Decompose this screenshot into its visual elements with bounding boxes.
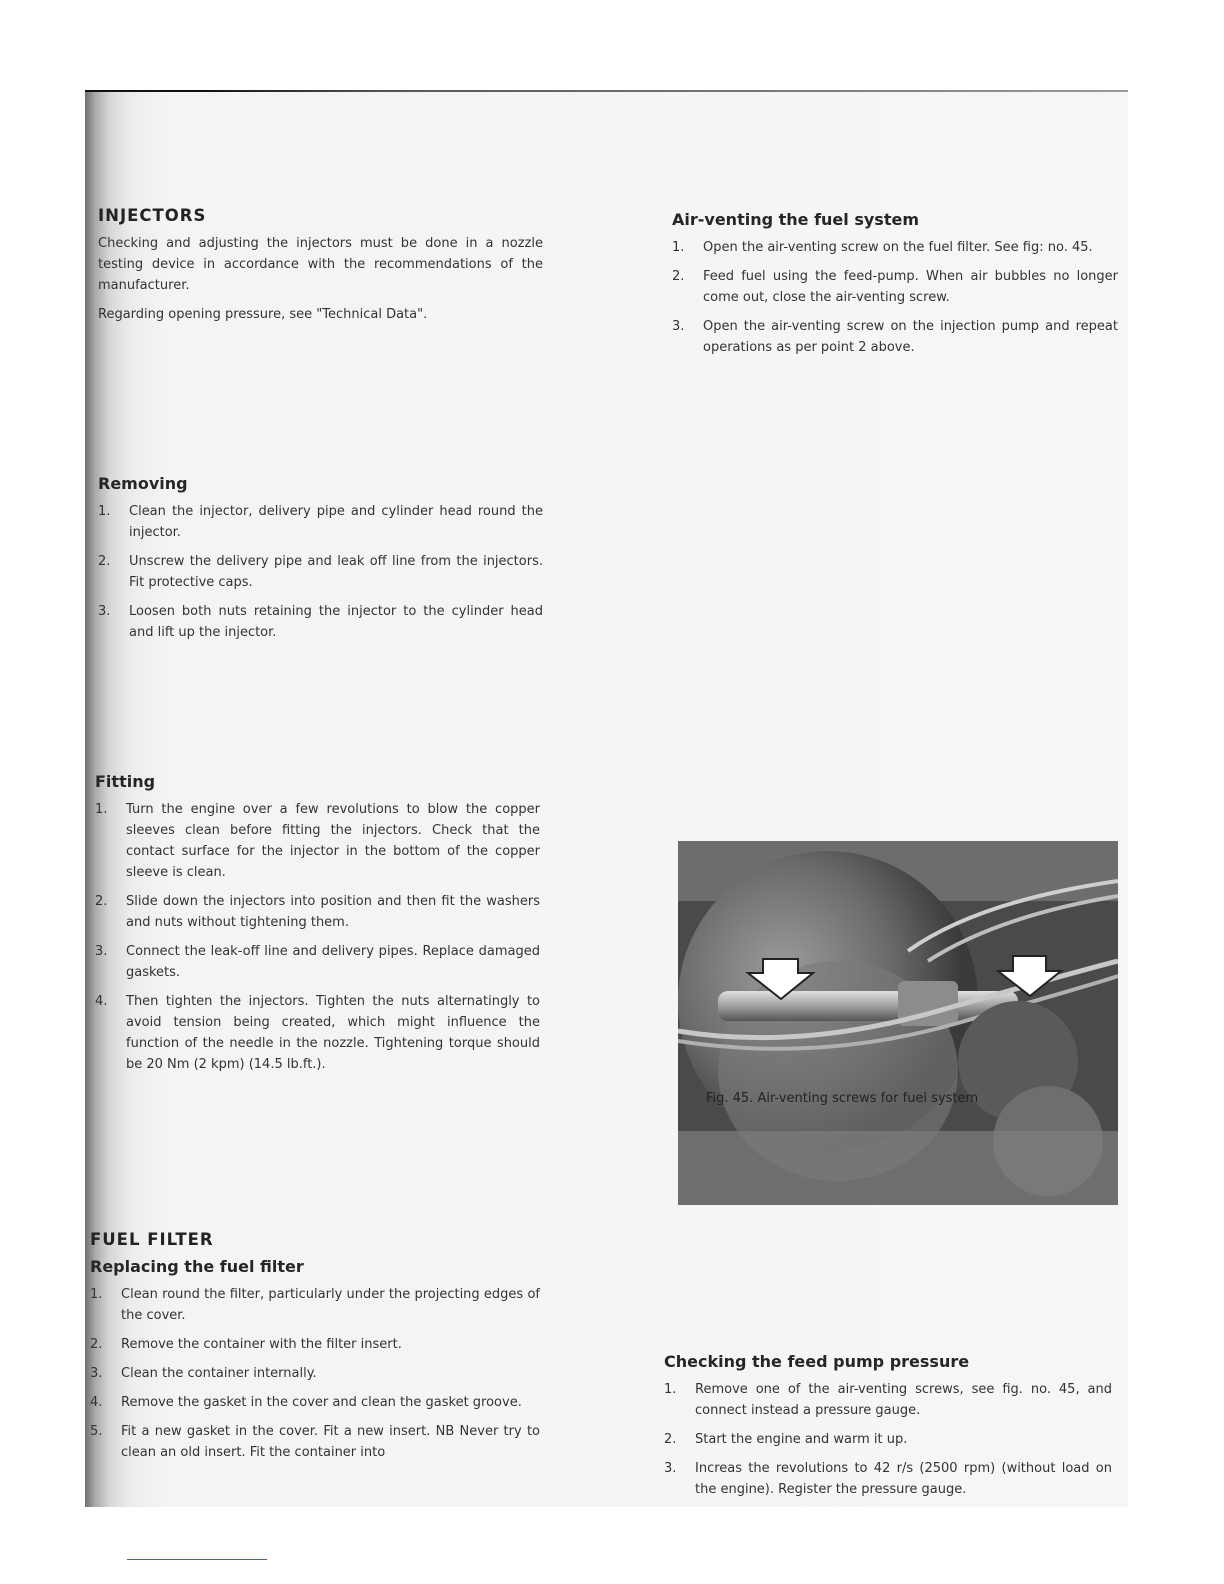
list-item: 4. Then tighten the injectors. Tighten the nuts alternatingly to avoid tension being created, which might influence the function of the needle in the nozzle. Tightening torque should be 20 Nm (2 kpm) (14.5 lb.ft.). [95, 994, 540, 1072]
list-item: 2. Start the engine and warm it up. [664, 1432, 908, 1447]
list-item: 2. Unscrew the delivery pipe and leak off line from the injectors. Fit protective caps. [98, 554, 543, 590]
list-item: 1. Open the air-venting screw on the fuel filter. See fig: no. 45. [672, 240, 1093, 255]
list-item: 3. Open the air-venting screw on the injection pump and repeat operations as per point 2 above. [672, 319, 1118, 355]
air-venting-heading: Air-venting the fuel system [672, 210, 919, 229]
list-item: 1. Clean the injector, delivery pipe and cylinder head round the injector. [98, 504, 543, 540]
injectors-heading: INJECTORS [98, 206, 207, 225]
bottom-rule [127, 1559, 267, 1560]
replacing-fuel-filter-heading: Replacing the fuel filter [90, 1257, 304, 1276]
list-item: 3. Loosen both nuts retaining the injector to the cylinder head and lift up the injector. [98, 604, 543, 640]
figure-caption: Fig. 45. Air-venting screws for fuel system [706, 1091, 979, 1106]
list-item: 1. Turn the engine over a few revolutions to blow the copper sleeves clean before fitting the injectors. Check that the contact surface for the injector in the bottom of the copper sleeve is clean. [95, 802, 540, 880]
section-removing [98, 474, 543, 651]
removing-list [98, 501, 543, 643]
list-item: 2. Feed fuel using the feed-pump. When air bubbles no longer come out, close the air-venting screw. [672, 269, 1118, 305]
injectors-paragraph: Checking and adjusting the injectors must be done in a nozzle testing device in accordance with the recommendations of the manufacturer. [98, 236, 543, 293]
section-air-venting [672, 210, 1118, 366]
section-fuel-filter [90, 1230, 540, 1471]
air-venting-list [672, 237, 1118, 358]
feed-pump-list [664, 1379, 1112, 1500]
engine-photo [678, 841, 1118, 1205]
list-item: 1. Remove one of the air-venting screws, see fig. no. 45, and connect instead a pressure gauge. [664, 1382, 1112, 1418]
fuel-filter-list [90, 1284, 540, 1463]
feed-pump-heading: Checking the feed pump pressure [664, 1352, 970, 1371]
section-fitting [95, 772, 540, 1083]
section-injectors [98, 206, 543, 333]
list-item: 3. Clean the container internally. [90, 1366, 317, 1381]
list-item: 1. Clean round the filter, particularly under the projecting edges of the cover. [90, 1287, 540, 1323]
fuel-filter-heading: FUEL FILTER [90, 1230, 214, 1249]
fitting-heading: Fitting [95, 772, 156, 791]
list-item: 5. Fit a new gasket in the cover. Fit a new insert. NB Never try to clean an old insert. Fit the container into [90, 1424, 540, 1460]
list-item: 4. Remove the gasket in the cover and clean the gasket groove. [90, 1395, 522, 1410]
list-item: 2. Remove the container with the filter insert. [90, 1337, 402, 1352]
injectors-paragraph: Regarding opening pressure, see "Technical Data". [98, 307, 428, 322]
list-item: 2. Slide down the injectors into position and then fit the washers and nuts without tightening them. [95, 894, 540, 930]
removing-heading: Removing [98, 474, 188, 493]
engine-photo-figure [678, 841, 1118, 1205]
list-item: 3. Connect the leak-off line and delivery pipes. Replace damaged gaskets. [95, 944, 540, 980]
fitting-list [95, 799, 540, 1075]
list-item: 3. Increas the revolutions to 42 r/s (2500 rpm) (without load on the engine). Register the pressure gauge. [664, 1461, 1112, 1497]
section-feed-pump [664, 1352, 1112, 1508]
